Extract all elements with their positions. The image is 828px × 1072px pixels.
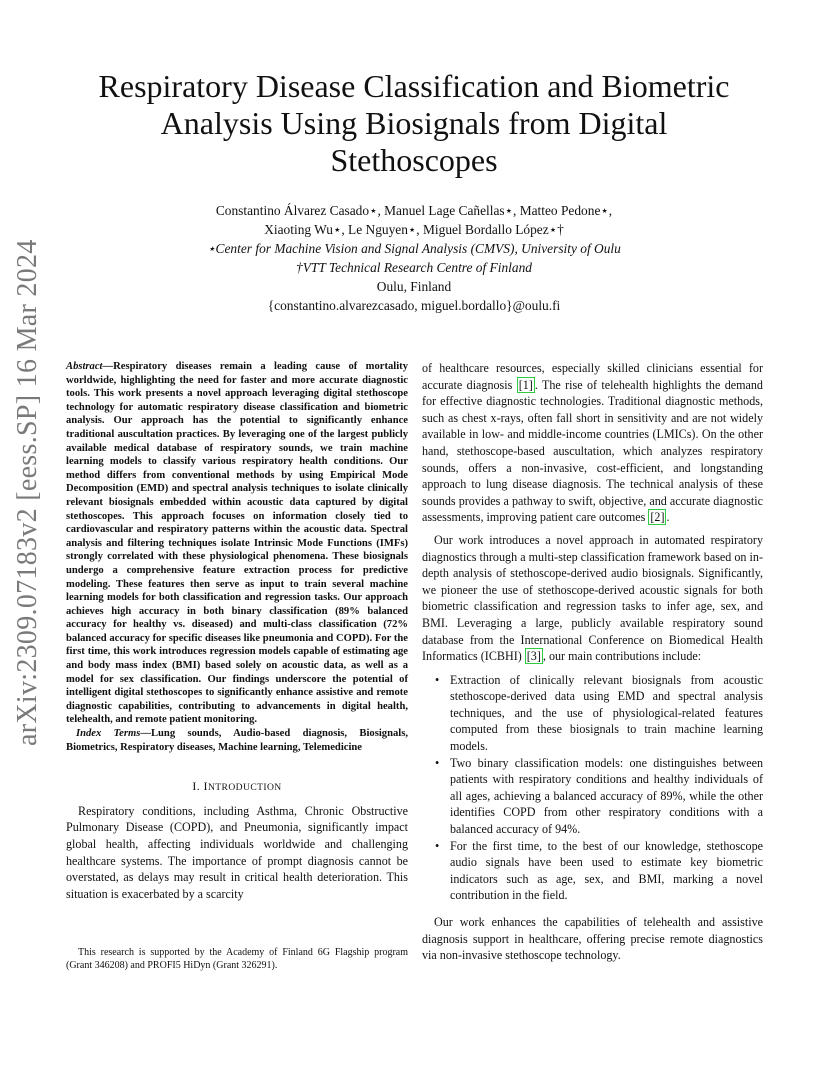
body-paragraph: Our work introduces a novel approach in automated respiratory diagnostics through a multi-step classification framework based on in-depth analysis of stethoscope-derived audio biosignals. Significantly, we pioneer the use of stethoscope-derived acoustic signals for both biometric classification and regression tasks to infer age, sex, and BMI. Leveraging a large, publicly available respiratory sound database from the International Conference on Biomedical Health Informatics (ICBHI) [3] , our main contributions include: (422, 532, 763, 664)
left-column (66, 360, 408, 902)
citation-link[interactable]: [1] (518, 377, 533, 392)
author-names: Constantino Álvarez Casado⋆, Manuel Lage Cañellas⋆, Matteo Pedone⋆, (215, 203, 613, 218)
section-heading: I. INTRODUCTION (192, 779, 282, 794)
list-item: • For the first time, to the best of our knowledge, stethoscope audio signals have been used to estimate key biometric indicators such as age, sex, and BMI, marking a novel contribution in the field. (435, 838, 763, 903)
author-names: Xiaoting Wu⋆, Le Nguyen⋆, Miguel Bordallo López⋆† (264, 222, 564, 237)
body-paragraph: of healthcare resources, especially skilled clinicians essential for accurate diagnosis [1] . The rise of telehealth highlights the demand for effective diagnostic technologies. Traditional diagnostic methods, such as chest x-rays, often fall short in sensitivity and are not widely available in low- and middle-income countries (LMICs). On the other hand, stethoscope-based auscultation, which analyzes respiratory sounds, offers a non-invasive, cost-efficient, and longstanding approach to lung disease diagnosis. The technical analysis of these sounds provides a pathway to swift, objective, and accurate diagnostic assessments, improving patient care outcomes [2] . (422, 361, 763, 525)
bullet-icon: • (435, 672, 440, 687)
citation-link[interactable]: [3] (526, 649, 541, 664)
index-terms (66, 727, 408, 754)
body-paragraph: Our work enhances the capabilities of telehealth and assistive diagnosis support in healthcare, offering precise remote diagnostics via non-invasive stethoscope technology. (422, 915, 763, 963)
affiliation: ⋆Center for Machine Vision and Signal Analysis (CMVS), University of Oulu (207, 241, 621, 256)
title-line: Analysis Using Biosignals from Digital (160, 105, 668, 141)
list-item: • Two binary classification models: one distinguishes between patients with respiratory conditions and healthy individuals of all ages, achieving a balanced accuracy of 89%, while the other identifies COPD from other respiratory conditions with a balanced accuracy of 94%. (435, 755, 763, 837)
bullet-icon: • (435, 838, 440, 853)
intro-paragraph: Respiratory conditions, including Asthma, Chronic Obstructive Pulmonary Disease (COPD), and Pneumonia, significantly impact global health, affecting individuals worldwide and challenging healthcare systems. The importance of prompt diagnosis cannot be overstated, as delays may result in critical health deterioration. This situation is exacerbated by a scarcity (66, 803, 408, 901)
right-column (422, 360, 763, 964)
arxiv-sidebar-id: arXiv:2309.07183v2 [eess.SP] 16 Mar 2024 (12, 239, 43, 746)
contribution-list (422, 672, 763, 904)
author-block (90, 201, 738, 315)
index-terms-lead: Index Terms (76, 728, 141, 740)
bullet-icon: • (435, 755, 440, 770)
abstract (66, 360, 408, 727)
abstract-lead: Abstract (66, 361, 103, 372)
abstract-text: —Respiratory diseases remain a leading cause of mortality worldwide, highlighting the need for faster and more accurate diagnostic tools. This work presents a novel approach leveraging digital stethoscope technology for automatic respiratory disease classification and biometric analysis. Our approach has the potential to significantly enhance traditional auscultation practices. By leveraging one of the largest publicly available medical database of respiratory sounds, we train machine learning models to classify various respiratory health conditions. Our method differs from conventional methods by using Empirical Mode Decomposition (EMD) and spectral analysis techniques to isolate clinically relevant biosignals embedded within acoustic data captured by digital stethoscopes. This approach focuses on information closely tied to cardiovascular and respiratory patterns within the acoustic data. Spectral analysis and filtering techniques isolate Intrinsic Mode Functions (IMFs) strongly correlated with these physiological phenomena. These biosignals undergo a comprehensive feature extraction process for predictive modeling. These features then serve as input to train several machine learning models for both classification and regression tasks. Our approach achieves high accuracy in both binary classification (89% balanced accuracy for healthy vs. diseased) and multi-class classification (72% balanced accuracy for specific diseases like pneumonia and COPD). For the first time, this work introduces regression models capable of estimating age and body mass index (BMI) based solely on acoustic data, as well as a model for sex classification. Our findings underscore the potential of intelligent digital stethoscopes to significantly enhance assistive and remote diagnostic capabilities, contributing to advancements in digital health, telehealth, and remote patient monitoring. (66, 361, 408, 726)
index-terms-text: —Lung sounds, Audio-based diagnosis, Biosignals, Biometrics, Respiratory diseases, Machine learning, Telemedicine (66, 728, 408, 753)
title-line: Respiratory Disease Classification and Biometric (98, 68, 730, 104)
citation-link[interactable]: [2] (650, 510, 665, 525)
funding-footnote: This research is supported by the Academy of Finland 6G Flagship program (Grant 346208) and PROFI5 HiDyn (Grant 326291). (66, 947, 408, 971)
location: Oulu, Finland (376, 279, 452, 294)
paper-title (60, 68, 768, 179)
affiliation: †VTT Technical Research Centre of Finland (296, 260, 532, 275)
title-line: Stethoscopes (330, 142, 498, 178)
list-item: • Extraction of clinically relevant biosignals from acoustic stethoscope-derived data using EMD and spectral analysis techniques, and the use of physiological-related features computed from these biosignals to train machine learning models. (435, 672, 763, 754)
emails: {constantino.alvarezcasado, miguel.bordallo}@oulu.fi (267, 298, 561, 313)
